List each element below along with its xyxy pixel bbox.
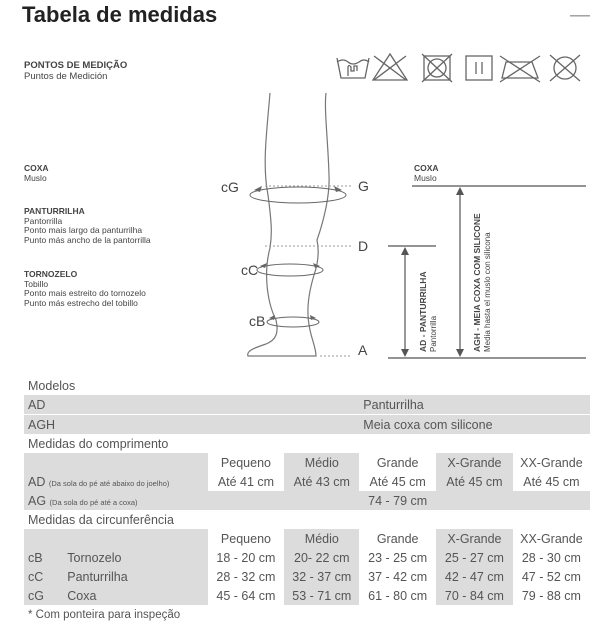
length-code: AD [28, 474, 46, 489]
models-header: Modelos [28, 378, 76, 393]
models-header-row [24, 376, 590, 395]
cg-ellipse [250, 187, 346, 203]
size-header: Grande [359, 529, 436, 548]
circ-value: 18 - 20 cm [208, 548, 285, 567]
right-coxa-sub: Muslo [414, 172, 437, 183]
circ-code: cC [24, 567, 63, 586]
length-sizes-row [24, 453, 590, 472]
tornozelo-line: Ponto mais estreito do tornozelo [24, 288, 146, 299]
ad-sub: Pantorrilla [429, 315, 438, 352]
circ-name: Tornozelo [63, 548, 207, 567]
tornozelo-title: TORNOZELO [24, 269, 78, 279]
size-header: Médio [284, 529, 359, 548]
circ-sizes-row [24, 529, 590, 548]
circ-value: 37 - 42 cm [359, 567, 436, 586]
panturrilha-line: Punto más ancho de la pantorrilla [24, 234, 151, 245]
marker-d: D [358, 238, 369, 254]
no-bleach-icon [373, 54, 407, 80]
circ-value: 70 - 84 cm [436, 586, 513, 605]
circ-value: 42 - 47 cm [436, 567, 513, 586]
length-value: Até 43 cm [284, 472, 359, 491]
model-row [24, 415, 590, 435]
points-title: PONTOS DE MEDIÇÃO [24, 60, 128, 71]
size-header: X-Grande [436, 529, 513, 548]
circ-header: Medidas da circunferência [28, 512, 174, 527]
length-value: Até 45 cm [436, 472, 513, 491]
page-title: Tabela de medidas [22, 2, 218, 27]
points-subtitle: Puntos de Medición [24, 71, 108, 82]
size-header: X-Grande [436, 453, 513, 472]
no-iron-icon [500, 56, 540, 82]
model-code: AGH [24, 415, 359, 435]
length-header: Medidas do comprimento [28, 436, 169, 451]
circ-value: 23 - 25 cm [359, 548, 436, 567]
coxa-line: Muslo [24, 172, 47, 183]
circ-value: 20- 22 cm [284, 548, 359, 567]
marker-cc: cC [241, 262, 259, 278]
circ-value: 32 - 37 cm [284, 567, 359, 586]
model-code: AD [24, 395, 359, 415]
agh-label: AGH - MEIA COXA COM SILICONE [472, 213, 482, 352]
circ-value: 25 - 27 cm [436, 548, 513, 567]
circ-value: 61 - 80 cm [359, 586, 436, 605]
no-dry-clean-icon [550, 55, 580, 81]
size-header: Grande [359, 453, 436, 472]
panturrilha-title: PANTURRILHA [24, 206, 85, 216]
tornozelo-line: Punto más estrecho del tobillo [24, 297, 138, 308]
circ-header-row [24, 510, 590, 529]
size-header: Médio [284, 453, 359, 472]
right-coxa-title: COXA [414, 163, 439, 173]
marker-cb: cB [249, 313, 266, 329]
length-row-ag [24, 491, 590, 510]
length-note: (Da sola do pé até abaixo do joelho) [48, 478, 170, 488]
hand-wash-icon [337, 58, 369, 78]
collapse-icon[interactable]: — [570, 4, 590, 26]
length-code: AG [28, 493, 47, 508]
circ-code: cB [24, 548, 63, 567]
length-header-row [24, 434, 590, 453]
circ-value: 53 - 71 cm [284, 586, 359, 605]
model-name: Meia coxa com silicone [359, 415, 590, 435]
size-header: Pequeno [208, 453, 285, 472]
length-value: Até 45 cm [513, 472, 590, 491]
length-value: Até 41 cm [208, 472, 285, 491]
circ-row-cg [24, 586, 590, 605]
circ-value: 45 - 64 cm [208, 586, 285, 605]
size-header: XX-Grande [513, 529, 590, 548]
circ-value: 28 - 30 cm [513, 548, 590, 567]
no-tumble-dry-icon [422, 54, 452, 82]
coxa-title: COXA [24, 163, 49, 173]
circ-row-cc [24, 567, 590, 586]
model-row [24, 395, 590, 415]
length-note: (Da sola do pé até a coxa) [49, 497, 138, 507]
marker-g: G [358, 178, 369, 194]
size-header: XX-Grande [513, 453, 590, 472]
length-value: Até 45 cm [359, 472, 436, 491]
agh-sub: Media hasta el muslo con silicona [483, 232, 492, 352]
tornozelo-line: Tobillo [24, 278, 49, 289]
model-name: Panturrilha [359, 395, 590, 415]
footnote: * Com ponteira para inspeção [28, 609, 181, 621]
circ-value: 47 - 52 cm [513, 567, 590, 586]
circ-row-cb [24, 548, 590, 567]
line-dry-icon [466, 56, 492, 80]
circ-value: 79 - 88 cm [513, 586, 590, 605]
circ-code: cG [24, 586, 63, 605]
circ-name: Panturrilha [63, 567, 207, 586]
ad-label: AD - PANTURRILHA [418, 271, 428, 352]
length-row-ad [24, 472, 590, 491]
size-header: Pequeno [208, 529, 285, 548]
marker-a: A [358, 342, 368, 358]
panturrilha-line: Pantorrilla [24, 215, 63, 226]
marker-cg: cG [221, 179, 239, 195]
panturrilha-line: Ponto mais largo da panturrilha [24, 225, 143, 236]
circ-value: 28 - 32 cm [208, 567, 285, 586]
size-table [24, 376, 590, 605]
length-span-value: 74 - 79 cm [359, 491, 436, 510]
circ-name: Coxa [63, 586, 207, 605]
